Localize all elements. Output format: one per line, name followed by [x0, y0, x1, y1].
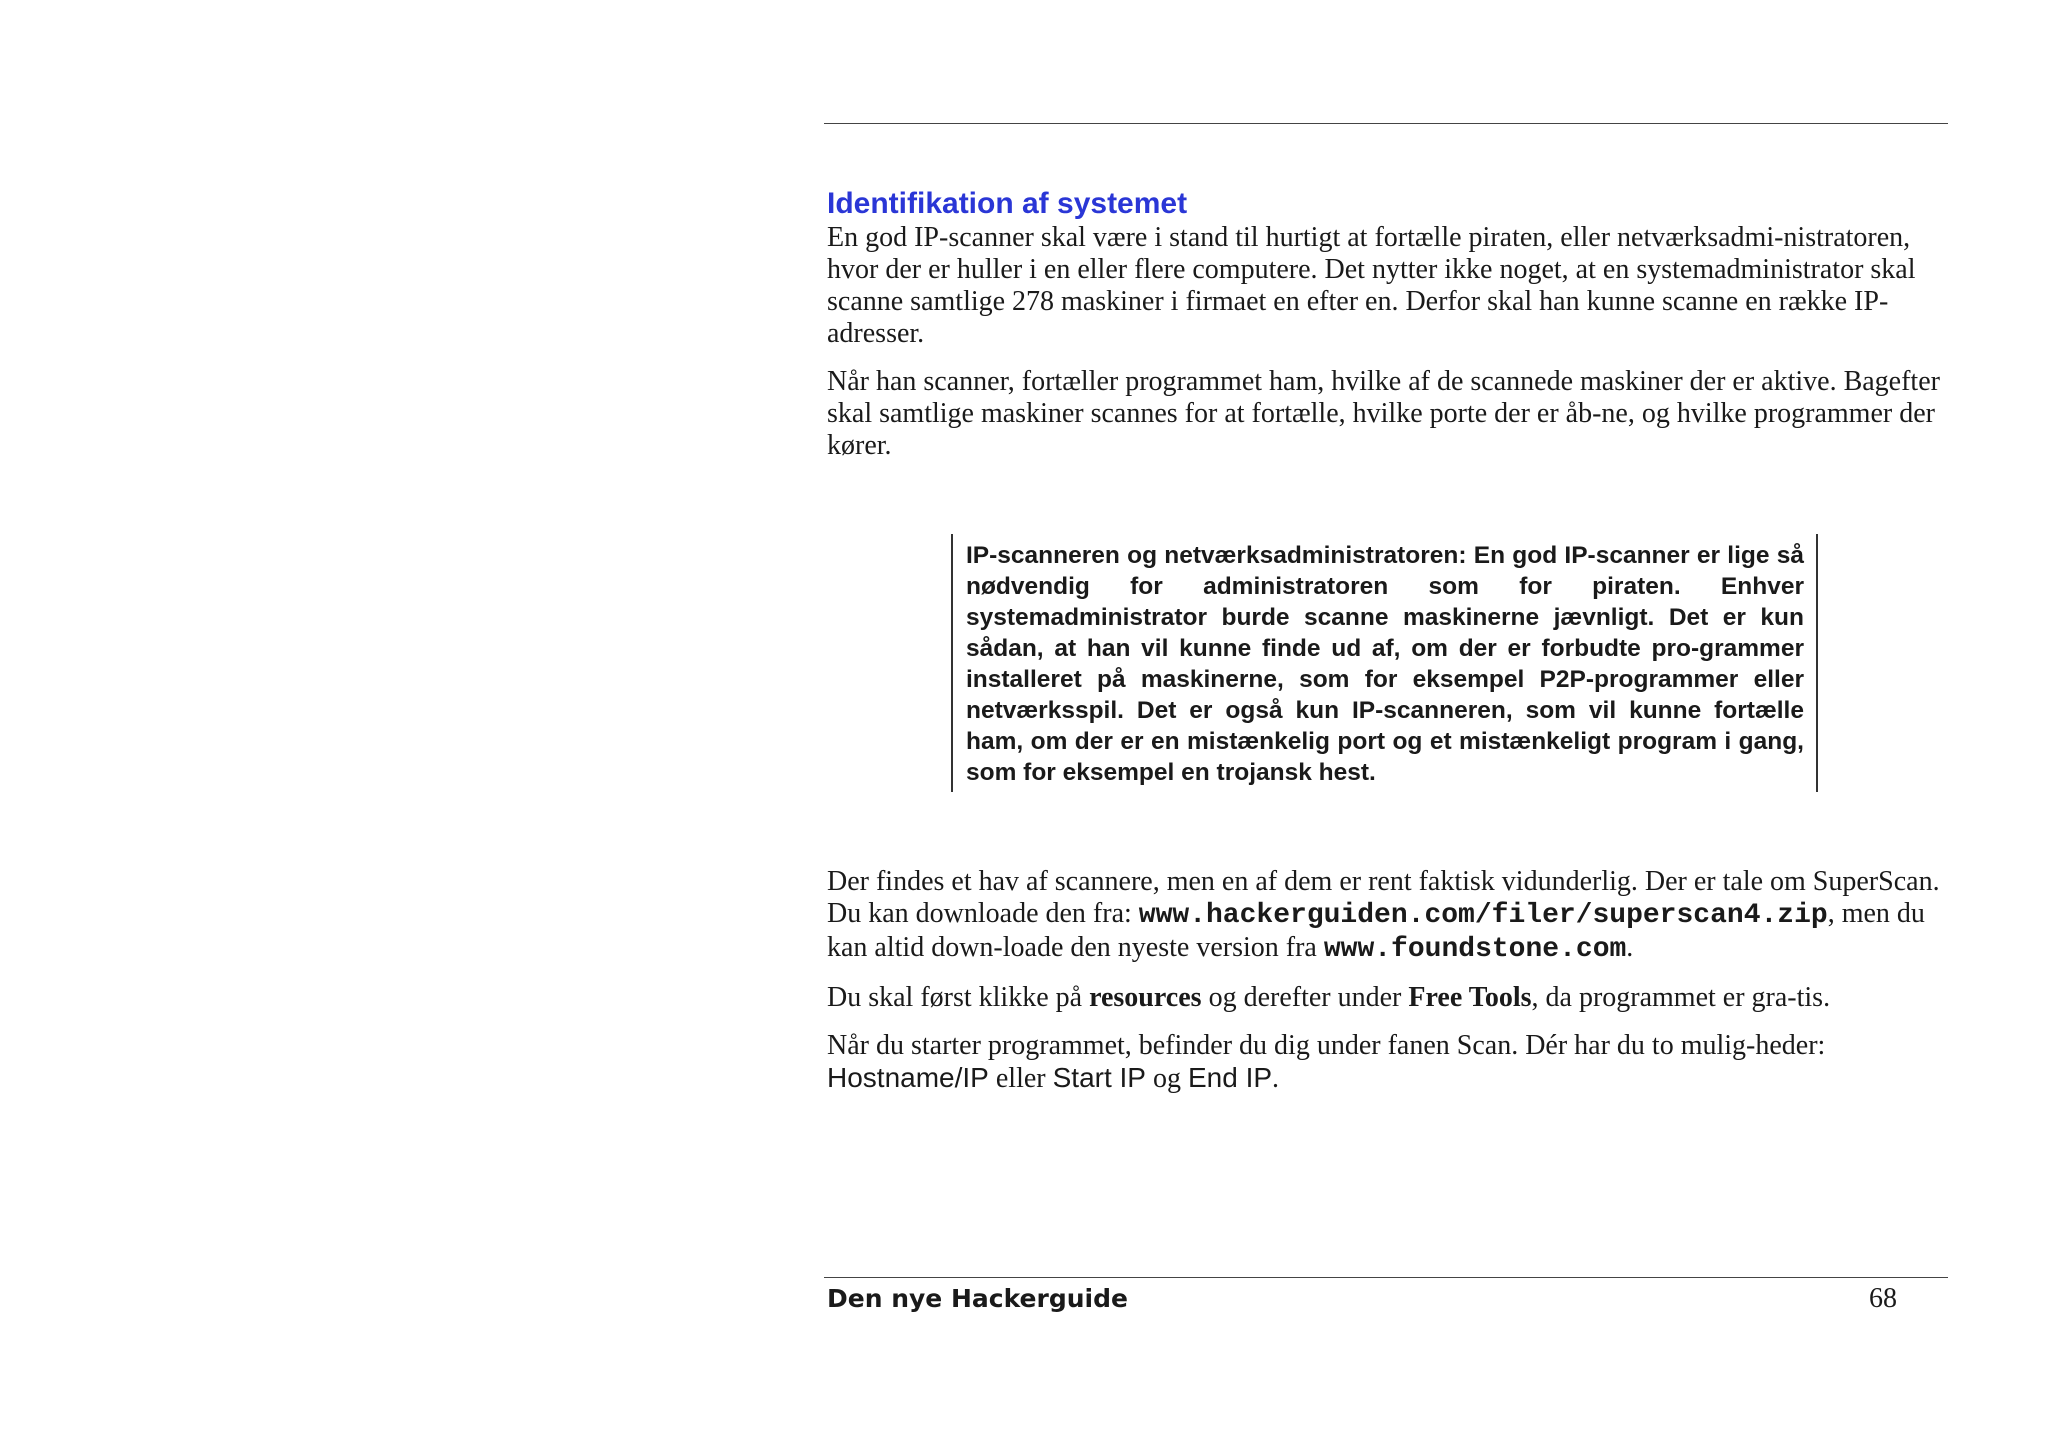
- header-rule: [824, 123, 1948, 124]
- paragraph-scanning: Når han scanner, fortæller programmet ham, hvilke af de scannede maskiner der er aktive. Bagefter skal samtlige maskiner scannes for at fortælle, hvilke porte der er åb-ne, og hvilke programmer der kører.: [827, 366, 1940, 461]
- page-footer: [827, 1283, 1897, 1315]
- download-intro: Der findes et hav af scannere, men en af dem er rent faktisk vidunderlig. Der er tale om SuperScan. Du kan downloade den fra:: [827, 866, 1940, 929]
- hostname-ip-term: Hostname/IP: [827, 1062, 989, 1093]
- page-number: 68: [1869, 1283, 1897, 1314]
- scan-mid1: eller: [988, 1063, 1053, 1094]
- paragraph-intro: En god IP-scanner skal være i stand til hurtigt at fortælle piraten, eller netværksadmi-nistratoren, hvor der er huller i en eller flere computere. Det nytter ikke noget, at en systemadministrator skal scanne samtlige 278 maskiner i firmaet en efter en. Derfor skal han kunne scanne en række IP-adresser.: [827, 222, 1916, 349]
- resources-term: resources: [1089, 982, 1202, 1013]
- start-ip-term: Start IP: [1052, 1062, 1146, 1093]
- instructions-post: , da programmet er gra-tis.: [1531, 982, 1831, 1013]
- footer-rule: [824, 1277, 1948, 1278]
- scan-mid2: og: [1145, 1063, 1188, 1094]
- book-title: Den nye Hackerguide: [827, 1284, 1128, 1313]
- free-tools-term: Free Tools: [1408, 982, 1532, 1013]
- download-url[interactable]: www.hackerguiden.com/filer/superscan4.zip: [1138, 900, 1828, 931]
- end-ip-term: End IP: [1187, 1062, 1273, 1093]
- section-heading: Identifikation af systemet: [827, 187, 1188, 220]
- page-content: [827, 186, 1943, 1111]
- paragraph-instructions: [827, 982, 1943, 1014]
- scan-pre: Når du starter programmet, befinder du dig under fanen Scan. Dér har du to mulig-heder:: [827, 1030, 1826, 1061]
- paragraph-download: [827, 866, 1943, 966]
- scan-end: .: [1272, 1063, 1280, 1094]
- foundstone-url[interactable]: www.foundstone.com: [1323, 934, 1627, 965]
- download-middle: , men du kan altid down-loade den nyeste version fra: [827, 898, 1925, 963]
- instructions-mid: og derefter under: [1201, 982, 1409, 1013]
- download-end: .: [1626, 932, 1634, 963]
- callout-box: IP-scanneren og netværksadministratoren: En god IP-scanner er lige så nødvendig for administratoren som for piraten. Enhver systemadministrator burde scanne maskinerne jævnligt. Det er kun sådan, at han vil kunne finde ud af, om der er forbudte pro-grammer installeret på maskinerne, som for eksempel P2P-programmer eller netværksspil. Det er også kun IP-scanneren, som vil kunne fortælle ham, om der er en mistænkelig port og et mistænkeligt program i gang, som for eksempel en trojansk hest.: [951, 534, 1818, 792]
- paragraph-scan-options: [827, 1030, 1943, 1095]
- instructions-pre: Du skal først klikke på: [827, 982, 1090, 1013]
